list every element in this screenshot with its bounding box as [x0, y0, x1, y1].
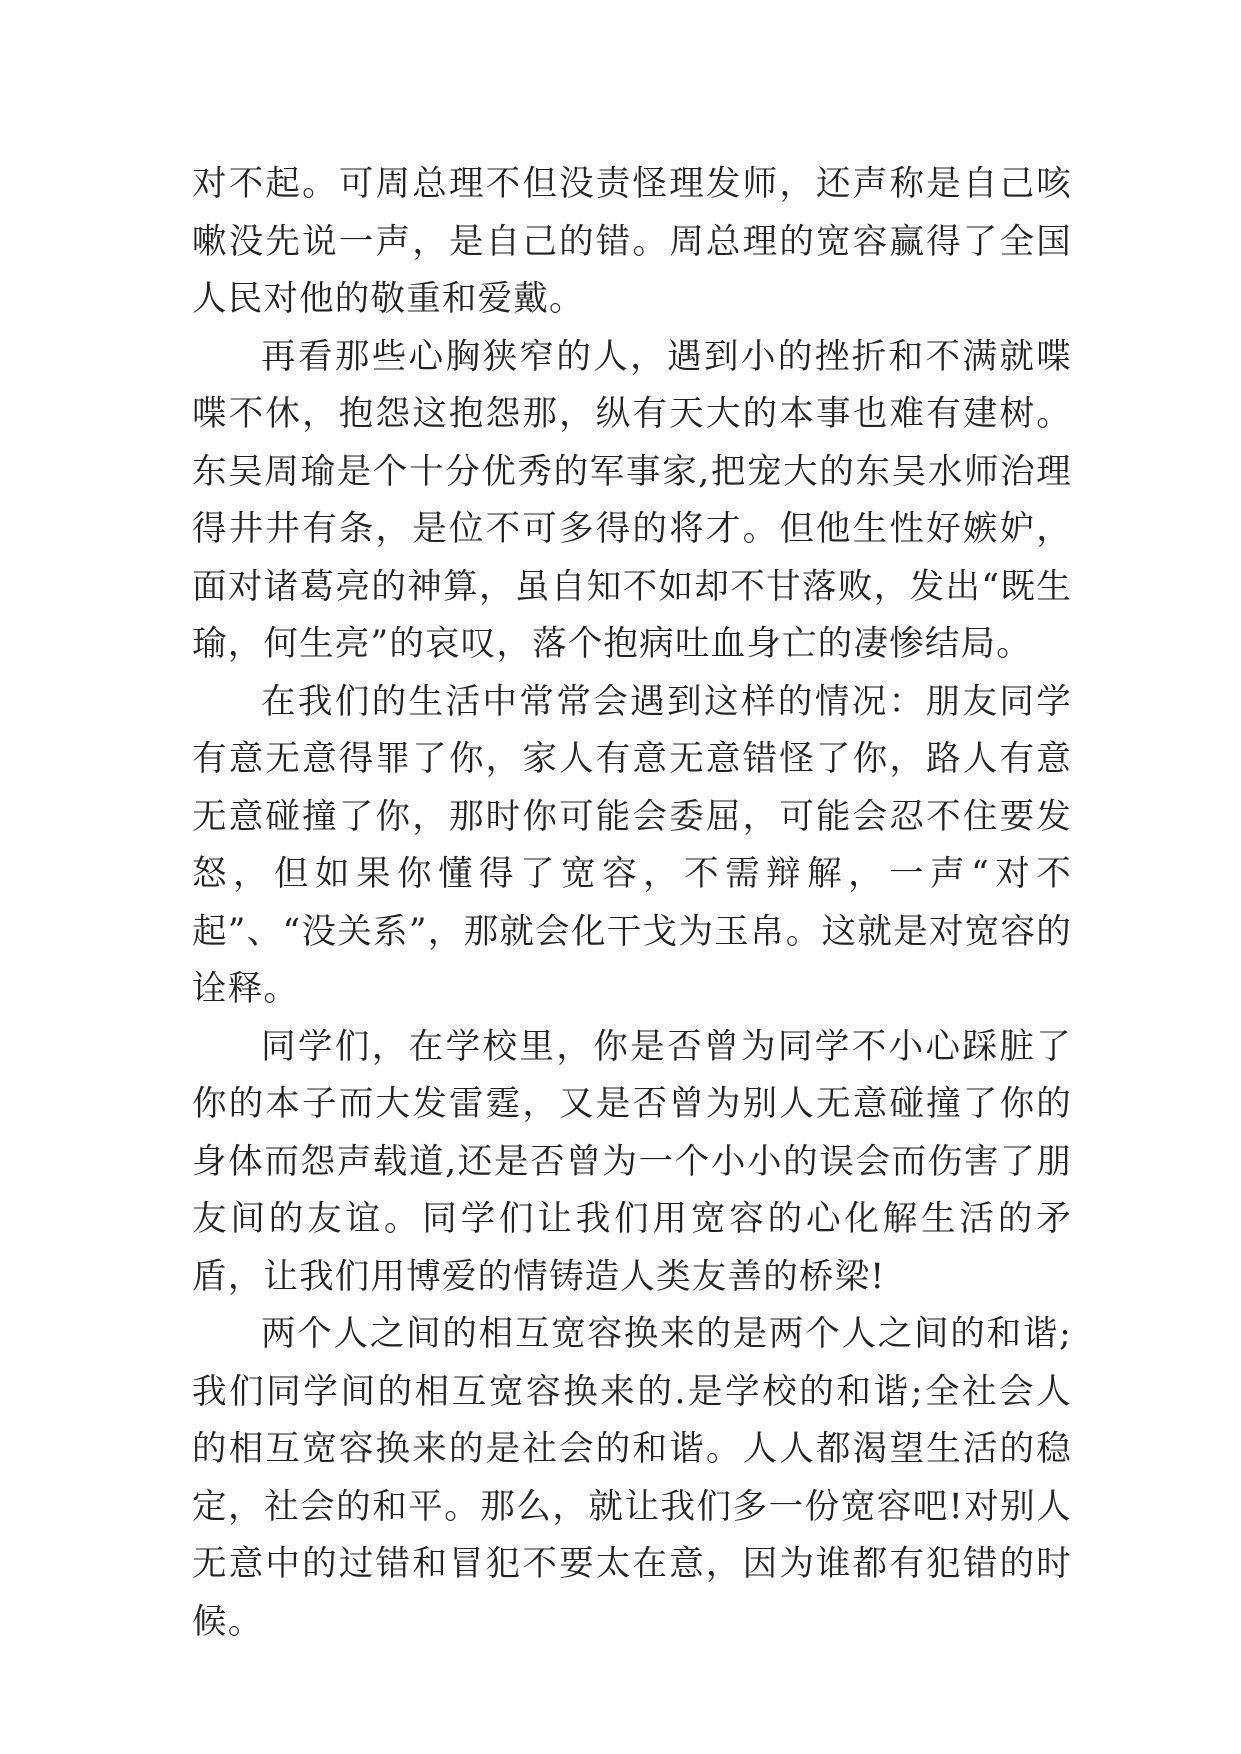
paragraph-3: 在我们的生活中常常会遇到这样的情况：朋友同学有意无意得罪了你，家人有意无意错怪了你，路人有意无意碰撞了你，那时你可能会委屈，可能会忍不住要发怒，但如果你懂得了宽容，不需辩解，一声“对不起”、“没关系”，那就会化干戈为玉帛。这就是对宽容的诠释。	[192, 681, 1072, 1009]
paragraph-2: 再看那些心胸狭窄的人，遇到小的挫折和不满就喋喋不休，抱怨这抱怨那，纵有天大的本事也难有建树。东吴周瑜是个十分优秀的军事家,把宠大的东吴水师治理得井井有条，是位不可多得的将才。但他生性好嫉妒，面对诸葛亮的神算，虽自知不如却不甘落败，发出“既生瑜，何生亮”的哀叹，落个抱病吐血身亡的凄惨结局。	[192, 336, 1072, 664]
paragraph-1: 对不起。可周总理不但没责怪理发师，还声称是自己咳嗽没先说一声，是自己的错。周总理的宽容赢得了全国人民对他的敬重和爱戴。	[192, 164, 1072, 319]
document-body	[192, 156, 1072, 1651]
paragraph-4: 同学们，在学校里，你是否曾为同学不小心踩脏了你的本子而大发雷霆，又是否曾为别人无意碰撞了你的身体而怨声载道,还是否曾为一个小小的误会而伤害了朋友间的友谊。同学们让我们用宽容的心化解生活的矛盾，让我们用博爱的情铸造人类友善的桥梁!	[192, 1026, 1072, 1297]
paragraph-5: 两个人之间的相互宽容换来的是两个人之间的和谐;我们同学间的相互宽容换来的.是学校的和谐;全社会人的相互宽容换来的是社会的和谐。人人都渴望生活的稳定，社会的和平。那么，就让我们多一份宽容吧!对别人无意中的过错和冒犯不要太在意，因为谁都有犯错的时候。	[192, 1314, 1072, 1642]
